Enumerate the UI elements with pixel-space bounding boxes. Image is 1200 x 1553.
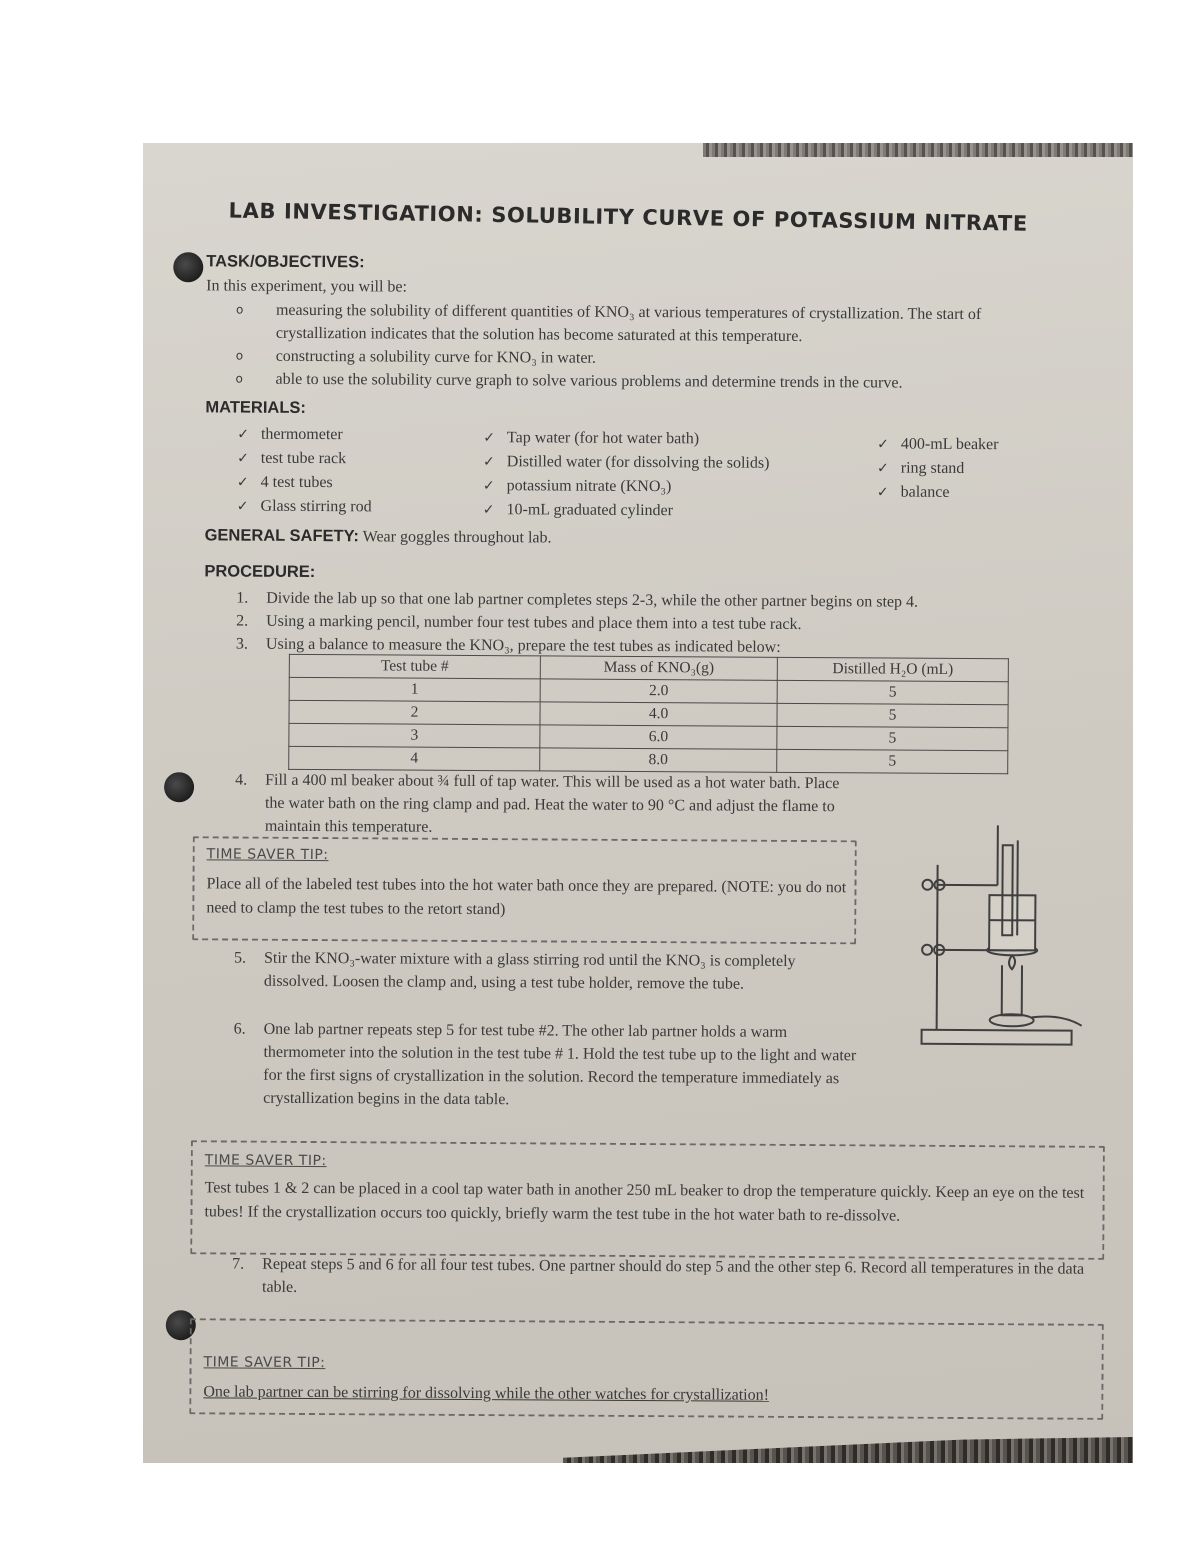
- checkmark-icon: ✓: [483, 454, 495, 471]
- checkmark-icon: ✓: [482, 478, 495, 495]
- table-cell: 1: [289, 677, 540, 702]
- tip-label: TIME SAVER TIP:: [206, 846, 329, 864]
- material-item: ✓ balance: [876, 483, 950, 501]
- procedure-step-3: 3. Using a balance to measure the KNO₃, prepare the test tubes as indicated below:: [235, 635, 781, 656]
- objective-item: o measuring the solubility of different quantities of KNO₃ at various temperatures of crystallization. The start of crystallization indicates that the solution has become saturated at this temperature.: [236, 299, 1056, 350]
- checkmark-icon: ✓: [236, 474, 249, 491]
- tip-text: Test tubes 1 & 2 can be placed in a cool tap water bath in another 250 mL beaker to drop the temperature quickly. Keep an eye on the test tubes! If the crystallization occurs too quickly, briefly warm the test tube in the hot water bath to re-dissolve.: [204, 1179, 1085, 1225]
- column-header: Test tube #: [289, 654, 540, 679]
- checkmark-icon: ✓: [237, 426, 250, 443]
- table-cell: 4: [289, 746, 540, 771]
- checkmark-icon: ✓: [482, 502, 495, 519]
- checkmark-icon: ✓: [237, 450, 249, 467]
- procedure-step-2: 2. Using a marking pencil, number four test tubes and place them into a test tube rack.: [236, 612, 802, 633]
- safety-heading: GENERAL SAFETY:: [204, 526, 360, 546]
- bullet-circle: o: [235, 348, 244, 363]
- materials-column-2: [483, 426, 770, 524]
- objective-item: o constructing a solubility curve for KNO₃ in water.: [236, 345, 1056, 373]
- tip-text: One lab partner can be stirring for dissolving while the other watches for crystallization!: [203, 1383, 770, 1404]
- objectives-intro: In this experiment, you will be:: [206, 277, 408, 296]
- material-item: ✓ thermometer: [237, 425, 343, 444]
- test-tube-table: [288, 654, 1009, 774]
- material-item: ✓ ring stand: [876, 459, 965, 477]
- procedure-step-7: 7. Repeat steps 5 and 6 for all four test tubes. One partner should do step 5 and the other step 6. Record all temperatures in the data table.: [232, 1255, 1085, 1296]
- checkmark-icon: ✓: [483, 430, 496, 447]
- table-cell: 3: [289, 723, 540, 748]
- material-item: ✓ Tap water (for hot water bath): [483, 429, 700, 448]
- time-saver-tip-1: [192, 836, 857, 944]
- table-cell: 8.0: [540, 748, 777, 772]
- document-photo: [143, 143, 1133, 1463]
- material-item: ✓ 4 test tubes: [236, 473, 333, 492]
- lab-handout-page: [143, 143, 1133, 1463]
- material-item: ✓ potassium nitrate (KNO₃): [482, 477, 672, 496]
- procedure-step-5: 5. Stir the KNO₃-water mixture with a glass stirring rod until the KNO₃ is completely dissolved. Loosen the clamp and, using a test tube holder, remove the tube.: [233, 949, 796, 993]
- objective-item: o able to use the solubility curve graph to solve various problems and determine trends in the curve.: [236, 368, 1056, 396]
- material-item: ✓ 10-mL graduated cylinder: [482, 501, 674, 520]
- table-cell: 5: [777, 749, 1008, 773]
- column-header: Mass of KNO₃(g): [540, 656, 777, 680]
- materials-column-1: [237, 423, 372, 520]
- punch-hole-top: [173, 252, 203, 282]
- objectives-heading: TASK/OBJECTIVES:: [206, 252, 365, 272]
- ring-stand-apparatus-illustration: [916, 825, 1097, 1056]
- table-cell: 4.0: [540, 702, 777, 726]
- material-item: ✓ 400-mL beaker: [877, 435, 999, 454]
- table-cell: 2.0: [540, 679, 777, 703]
- bullet-circle: o: [235, 302, 244, 317]
- procedure-step-4: 4. Fill a 400 ml beaker about ¾ full of tap water. This will be used as a hot water bath. Place the water bath on the ring clamp and pad. Heat the water to 90 °C and adjust the flame to maintain this temperature.: [235, 771, 840, 836]
- column-header: Distilled H₂O (mL): [777, 657, 1008, 681]
- tip-label: TIME SAVER TIP:: [203, 1354, 326, 1372]
- materials-column-3: [877, 432, 999, 505]
- material-item: ✓ test tube rack: [237, 449, 347, 468]
- tip-label: TIME SAVER TIP:: [204, 1152, 327, 1170]
- procedure-step-1: 1. Divide the lab up so that one lab partner completes steps 2-3, while the other partner begins on step 4.: [236, 589, 919, 611]
- table-cell: 6.0: [540, 725, 777, 749]
- objectives-list: [236, 299, 1057, 396]
- material-item: ✓ Distilled water (for dissolving the solids): [483, 453, 770, 472]
- checkmark-icon: ✓: [877, 436, 889, 453]
- checkmark-icon: ✓: [876, 460, 889, 477]
- table-cell: 2: [289, 700, 540, 725]
- procedure-heading: PROCEDURE:: [204, 562, 316, 582]
- page-title: LAB INVESTIGATION: SOLUBILITY CURVE OF POTASSIUM NITRATE: [228, 198, 1028, 236]
- time-saver-tip-3: [189, 1318, 1104, 1420]
- safety-text: Wear goggles throughout lab.: [362, 528, 552, 547]
- procedure-step-6: 6. One lab partner repeats step 5 for test tube #2. The other lab partner holds a warm thermometer into the solution in the test tube # 1. Hold the test tube up to the light and water for the first signs of crystallization in the solution. Record the temperature immediately as crystallization begins in the data table.: [233, 1020, 857, 1109]
- materials-heading: MATERIALS:: [205, 398, 306, 417]
- checkmark-icon: ✓: [876, 484, 889, 501]
- time-saver-tip-2: [190, 1140, 1105, 1260]
- general-safety: [205, 524, 552, 549]
- table-cell: 5: [777, 726, 1008, 750]
- table-cell: 5: [777, 680, 1008, 704]
- material-item: ✓ Glass stirring rod: [236, 497, 372, 516]
- tip-text: Place all of the labeled test tubes into the hot water bath once they are prepared. (NOTE: you do not need to clamp the test tubes to the retort stand): [206, 875, 847, 919]
- checkmark-icon: ✓: [236, 498, 249, 515]
- bullet-circle: o: [235, 371, 243, 386]
- punch-hole-middle: [164, 772, 194, 802]
- table-cell: 5: [777, 703, 1008, 727]
